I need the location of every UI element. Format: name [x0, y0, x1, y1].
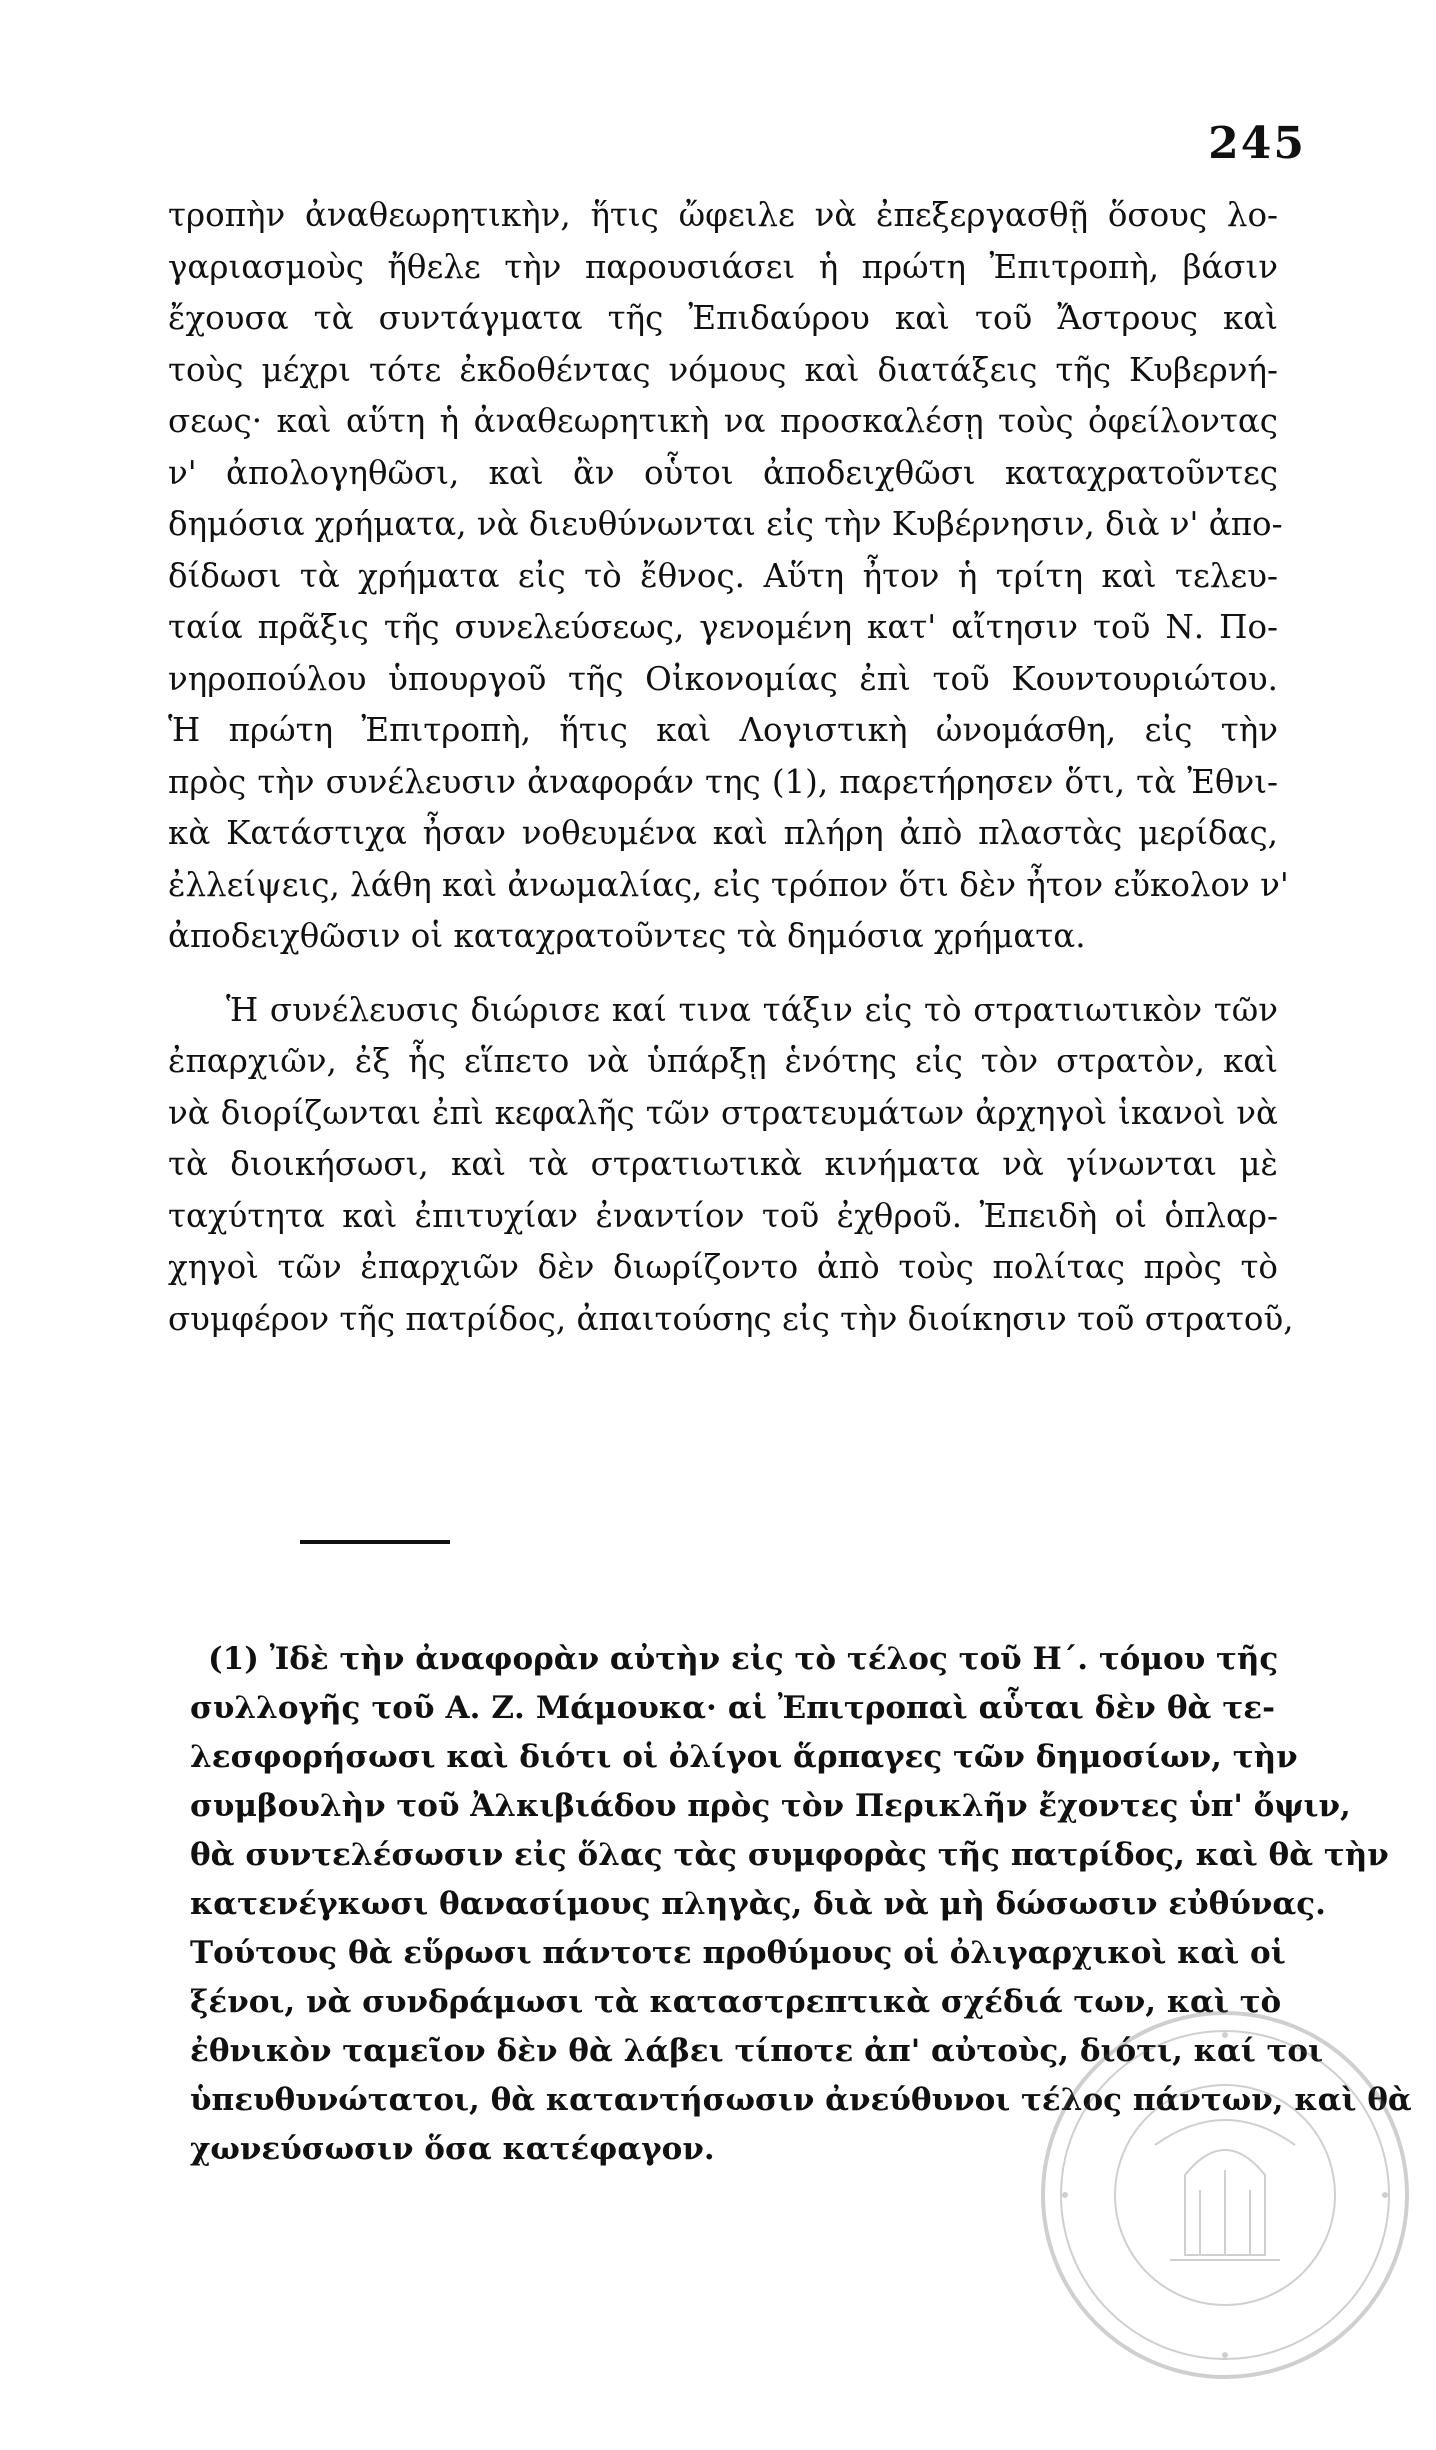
footnote-line: κατενέγκωσι θανασίμους πληγὰς, διὰ νὰ μὴ δώσωσιν εὐθύνας. [190, 1886, 1326, 1922]
text-line: δημόσια χρήματα, νὰ διευθύνωνται εἰς τὴν Κυβέρνησιν, διὰ ν' ἀπο- [168, 505, 1283, 543]
text-line: σεως· καὶ αὕτη ἡ ἀναθεωρητικὴ να προσκαλέσῃ τοὺς ὀφείλοντας [168, 402, 1278, 440]
text-line: νὰ διορίζωνται ἐπὶ κεφαλῆς τῶν στρατευμάτων ἀρχηγοὶ ἱκανοὶ νὰ [168, 1093, 1278, 1132]
text-line: συμφέρον τῆς πατρίδος, ἀπαιτούσης εἰς τὴν διοίκησιν τοῦ στρατοῦ, [168, 1299, 1294, 1338]
footnote-line: λεσφορήσωσι καὶ διότι οἱ ὀλίγοι ἅρπαγες τῶν δημοσίων, τὴν [190, 1739, 1298, 1775]
footnote-rule [300, 1540, 450, 1544]
text-line: τὰ διοικήσωσι, καὶ τὰ στρατιωτικὰ κινήματα νὰ γίνωνται μὲ [168, 1145, 1278, 1183]
text-line: ταία πρᾶξις τῆς συνελεύσεως, γενομένη κατ' αἴτησιν τοῦ Ν. Πο- [168, 608, 1278, 646]
text-line: ταχύτητα καὶ ἐπιτυχίαν ἐναντίον τοῦ ἐχθροῦ. Ἐπειδὴ οἱ ὁπλαρ- [168, 1196, 1278, 1235]
text-line: ἀποδειχθῶσιν οἱ καταχρατοῦντες τὰ δημόσια χρήματα. [168, 917, 1086, 955]
text-line: ν' ἀπολογηθῶσι, καὶ ἂν οὗτοι ἀποδειχθῶσι καταχρατοῦντες [168, 453, 1278, 492]
text-line: ἐπαρχιῶν, ἐξ ἧς εἵπετο νὰ ὑπάρξῃ ἑνότης εἰς τὸν στρατὸν, καὶ [168, 1042, 1278, 1080]
text-line: Ἡ πρώτη Ἐπιτροπὴ, ἥτις καὶ Λογιστικὴ ὠνομάσθη, εἰς τὴν [168, 711, 1278, 749]
text-line: δίδωσι τὰ χρήματα εἰς τὸ ἔθνος. Αὕτη ἦτον ἡ τρίτη καὶ τελευ- [168, 556, 1278, 595]
footnote-line: ὑπευθυνώτατοι, θὰ καταντήσωσιν ἀνεύθυνοι τέλος πάντων, καὶ θὰ [190, 2082, 1412, 2118]
paragraph-2 [168, 985, 1294, 1346]
footnote-line: ξένοι, νὰ συνδράμωσι τὰ καταστρεπτικὰ σχέδιά των, καὶ τὸ [190, 1984, 1282, 2020]
paragraph-1 [168, 190, 1289, 963]
library-stamp [1035, 2005, 1415, 2385]
text-line: πρὸς τὴν συνέλευσιν ἀναφοράν της (1), παρετήρησεν ὅτι, τὰ Ἐθνι- [168, 762, 1278, 801]
footnote-line: θὰ συντελέσωσιν εἰς ὅλας τὰς συμφορὰς τῆς πατρίδος, καὶ θὰ τὴν [190, 1837, 1389, 1873]
text-line: ἔχουσα τὰ συντάγματα τῆς Ἐπιδαύρου καὶ τοῦ Ἄστρους καὶ [168, 299, 1278, 337]
footnote-line: Τούτους θὰ εὕρωσι πάντοτε προθύμους οἱ ὀλιγαρχικοὶ καὶ οἱ [190, 1935, 1286, 1971]
footnote-line: χωνεύσωσιν ὅσα κατέφαγον. [190, 2131, 715, 2167]
footnote-line: (1) Ἰδὲ τὴν ἀναφορὰν αὐτὴν εἰς τὸ τέλος τοῦ Η΄. τόμου τῆς [208, 1641, 1279, 1677]
footnote-line: ἐθνικὸν ταμεῖον δὲν θὰ λάβει τίποτε ἀπ' αὐτοὺς, διότι, καί τοι [190, 2033, 1324, 2069]
text-line: χηγοὶ τῶν ἐπαρχιῶν δὲν διωρίζοντο ἀπὸ τοὺς πολίτας πρὸς τὸ [168, 1248, 1278, 1286]
footnote-line: συμβουλὴν τοῦ Ἀλκιβιάδου πρὸς τὸν Περικλῆν ἔχοντες ὑπ' ὄψιν, [190, 1788, 1351, 1824]
text-line: Ἡ συνέλευσις διώρισε καί τινα τάξιν εἰς τὸ στρατιωτικὸν τῶν [226, 990, 1278, 1029]
text-line: τοὺς μέχρι τότε ἐκδοθέντας νόμους καὶ διατάξεις τῆς Κυβερνή- [168, 350, 1278, 389]
text-line: γαριασμοὺς ἤθελε τὴν παρουσιάσει ἡ πρώτη Ἐπιτροπὴ, βάσιν [168, 247, 1278, 286]
seal-icon [1035, 2005, 1415, 2385]
page-number: 245 [1208, 118, 1306, 169]
main-text [168, 190, 1294, 1345]
text-line: ἐλλείψεις, λάθη καὶ ἀνωμαλίας, εἰς τρόπον ὅτι δὲν ἦτον εὔκολον ν' [168, 865, 1289, 904]
text-line: κὰ Κατάστιχα ἦσαν νοθευμένα καὶ πλήρη ἀπὸ πλαστὰς μερίδας, [168, 814, 1278, 852]
text-line: τροπὴν ἀναθεωρητικὴν, ἥτις ὤφειλε νὰ ἐπεξεργασθῇ ὅσους λο- [168, 196, 1278, 234]
footnote-line: συλλογῆς τοῦ Α. Ζ. Μάμουκα· αἱ Ἐπιτροπαὶ αὗται δὲν θὰ τε- [190, 1690, 1275, 1726]
text-line: νηροπούλου ὑπουργοῦ τῆς Οἰκονομίας ἐπὶ τοῦ Κουντουριώτου. [168, 659, 1278, 698]
